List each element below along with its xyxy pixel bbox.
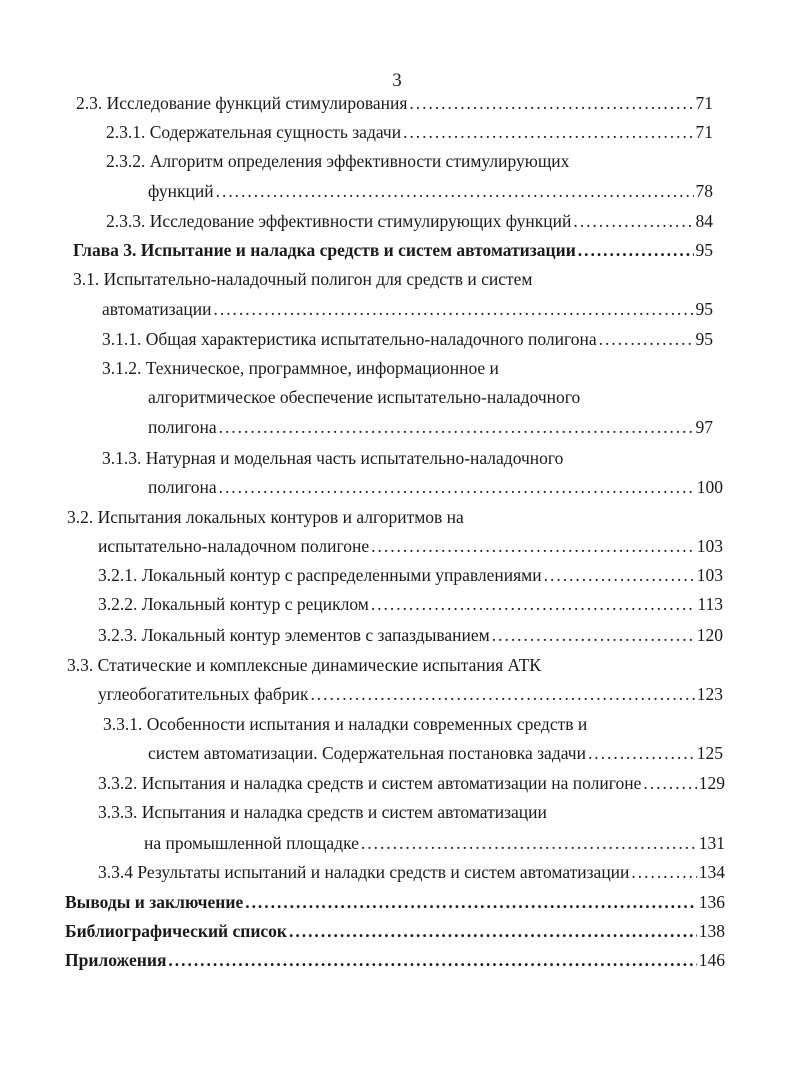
toc-entry-page: 100 (696, 477, 723, 497)
toc-entry-page: 129 (698, 773, 725, 793)
toc-entry-title: 2.3. Исследование функций стимулирования (76, 93, 408, 113)
toc-entry-title: алгоритмическое обеспечение испытательно-наладочного (148, 387, 581, 407)
toc-chapter-entry (73, 240, 713, 266)
dot-leader (371, 594, 696, 615)
toc-entry-page: 78 (695, 181, 713, 201)
dot-leader (219, 477, 695, 498)
toc-entry (67, 507, 713, 533)
toc-entry (98, 802, 725, 828)
toc-entry (148, 743, 723, 769)
toc-entry (98, 565, 723, 591)
toc-entry-page: 95 (695, 329, 713, 349)
toc-entry-title: испытательно-наладочном полигоне (98, 536, 370, 556)
dot-leader (245, 892, 697, 913)
toc-entry (106, 122, 713, 148)
toc-entry (144, 833, 725, 859)
toc-entry-title: полигона (148, 477, 217, 497)
toc-entry-page: 95 (695, 240, 713, 260)
toc-entry-title: 3.2.1. Локальный контур с распределенными управлениями (98, 565, 542, 585)
toc-entry-title: 3.1.1. Общая характеристика испытательно-наладочного полигона (102, 329, 597, 349)
dot-leader (544, 565, 695, 586)
toc-entry-title: 3.3.2. Испытания и наладка средств и систем автоматизации на полигоне (98, 773, 642, 793)
dot-leader (214, 299, 694, 320)
toc-entry (102, 448, 713, 474)
toc-entry-title: Выводы и заключение (65, 892, 244, 912)
dot-leader (409, 93, 693, 114)
toc-entry-title: Приложения (65, 950, 167, 970)
toc-entry (106, 151, 713, 177)
toc-entry (98, 773, 725, 799)
dot-leader (599, 329, 694, 350)
toc-entry-title: углеобогатительных фабрик (98, 684, 309, 704)
toc-entry-page: 113 (697, 594, 723, 614)
toc-entry (102, 299, 713, 325)
toc-entry-title: Библиографический список (65, 921, 288, 941)
toc-entry-page: 103 (696, 536, 723, 556)
toc-entry-title: 3.1. Испытательно-наладочный полигон для средств и систем (73, 269, 533, 289)
dot-leader (361, 833, 697, 854)
toc-entry (98, 625, 723, 651)
toc-entry-page: 138 (698, 921, 725, 941)
toc-entry-title: 2.3.2. Алгоритм определения эффективности стимулирующих (106, 151, 570, 171)
toc-entry-title: автоматизации (102, 299, 212, 319)
toc-entry-title: 3.2.3. Локальный контур элементов с запаздыванием (98, 625, 490, 645)
toc-section-entry (65, 921, 725, 947)
toc-entry (98, 862, 725, 888)
toc-entry (102, 329, 713, 355)
toc-entry-title: 3.3.4 Результаты испытаний и наладки средств и систем автоматизации (98, 862, 630, 882)
toc-entry-title: 3.1.3. Натурная и модельная часть испытательно-наладочного (102, 448, 564, 468)
toc-entry-title: функций (148, 181, 214, 201)
toc-entry-page: 97 (695, 417, 713, 437)
dot-leader (289, 921, 697, 942)
toc-entry (103, 714, 723, 740)
page-number: 3 (392, 70, 402, 91)
dot-leader (371, 536, 695, 557)
dot-leader (573, 211, 693, 232)
toc-entry-page: 120 (696, 625, 723, 645)
dot-leader (403, 122, 693, 143)
toc-entry-page: 136 (698, 892, 725, 912)
toc-entry-page: 134 (698, 862, 725, 882)
toc-entry-title: Глава 3. Испытание и наладка средств и систем автоматизации (73, 240, 576, 260)
toc-entry (73, 269, 713, 295)
toc-entry-title: систем автоматизации. Содержательная постановка задачи (148, 743, 586, 763)
toc-entry (98, 684, 723, 710)
dot-leader (578, 240, 694, 261)
toc-entry-title: 3.3. Статические и комплексные динамические испытания АТК (67, 655, 541, 675)
toc-entry-title: 3.3.3. Испытания и наладка средств и систем автоматизации (98, 802, 547, 822)
toc-entry-page: 131 (698, 833, 725, 853)
toc-entry-title: 3.1.2. Техническое, программное, информационное и (102, 358, 499, 378)
toc-entry-title: 3.3.1. Особенности испытания и наладки современных средств и (103, 714, 588, 734)
dot-leader (310, 684, 694, 705)
toc-entry (148, 477, 723, 503)
toc-entry (98, 594, 723, 620)
toc-entry-title: 2.3.1. Содержательная сущность задачи (106, 122, 402, 142)
toc-entry-page: 84 (695, 211, 713, 231)
toc-entry-page: 95 (695, 299, 713, 319)
toc-entry (106, 211, 713, 237)
toc-entry (98, 536, 723, 562)
toc-entry (148, 387, 713, 413)
toc-entry (76, 93, 713, 119)
toc-entry-page: 103 (696, 565, 723, 585)
toc-entry-title: на промышленной площадке (144, 833, 359, 853)
toc-entry (148, 181, 713, 207)
toc-entry-title: 3.2.2. Локальный контур с рециклом (98, 594, 369, 614)
toc-section-entry (65, 950, 725, 976)
dot-leader (492, 625, 695, 646)
toc-entry-title: полигона (148, 417, 217, 437)
toc-entry (67, 655, 723, 681)
toc-entry-page: 71 (695, 122, 713, 142)
dot-leader (216, 181, 694, 202)
dot-leader (168, 950, 696, 971)
toc-entry-page: 123 (696, 684, 723, 704)
toc-entry-title: 2.3.3. Исследование эффективности стимулирующих функций (106, 211, 572, 231)
toc-entry-page: 125 (696, 743, 723, 763)
toc-entry (102, 358, 713, 384)
toc-entry-title: 3.2. Испытания локальных контуров и алгоритмов на (67, 507, 464, 527)
dot-leader (643, 773, 696, 794)
toc-entry-page: 146 (698, 950, 725, 970)
dot-leader (219, 417, 694, 438)
toc-entry (148, 417, 713, 443)
dot-leader (588, 743, 695, 764)
dot-leader (631, 862, 696, 883)
toc-section-entry (65, 892, 725, 918)
toc-entry-page: 71 (695, 93, 713, 113)
